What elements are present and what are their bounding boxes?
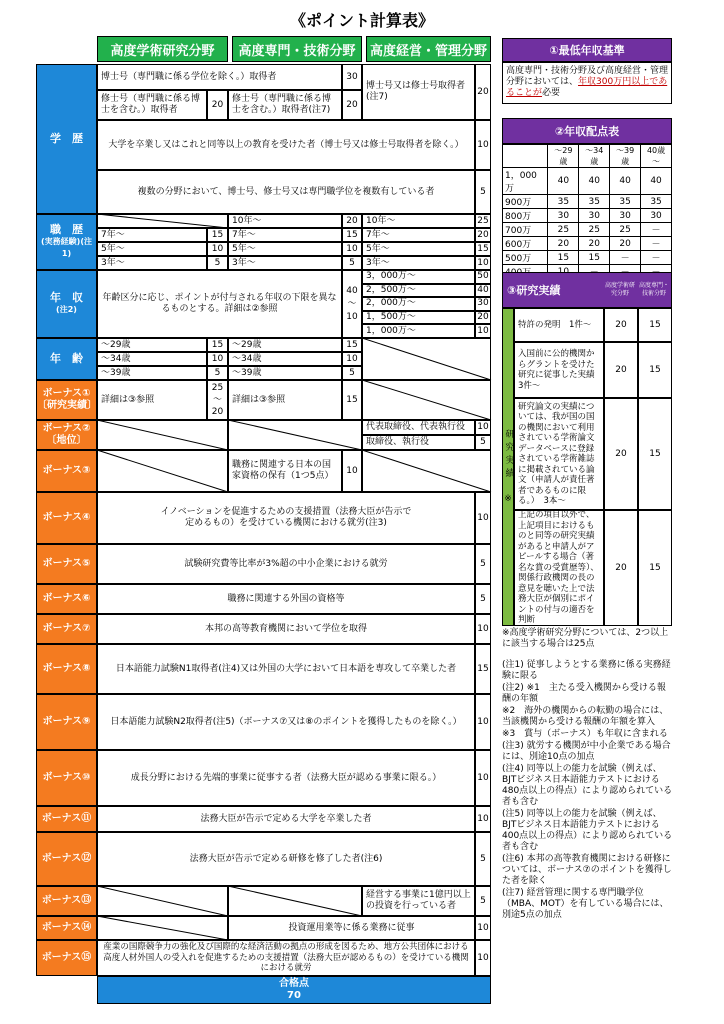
- bonus3-management-diagonal: [362, 450, 491, 492]
- bonus2-row2-pts: 5: [475, 435, 491, 450]
- bonus8-text: 日本語能力試験N1取得者(注4)又は外国の大学において日本語を専攻して卒業した者: [97, 644, 475, 694]
- bonus15-text: 産業の国際競争力の強化及び国際的な経済活動の拠点の形成を図るため、地方公共団体における高度人材外国人の受入れを促進するための支援措置（法務大臣が認めるもの）を受けている機関における就労: [97, 940, 475, 976]
- bonus7-text: 本邦の高等教育機関において学位を取得: [97, 614, 475, 644]
- edu-mgmt-pts: 20: [475, 64, 491, 120]
- income-pts: 40 ～ 10: [342, 270, 362, 338]
- category-age: 年 齢: [36, 338, 97, 380]
- income-management-row-pts: 50: [475, 270, 491, 284]
- bonus2-row2-text: 取締役、執行役: [362, 435, 475, 450]
- income-table-row: [503, 251, 672, 265]
- income-table-col-header: ～39歳: [610, 145, 641, 168]
- bonus5-text: 試験研究費等比率が3%超の中小企業における就労: [97, 544, 475, 584]
- career-management-row-label: 7年～: [362, 228, 475, 242]
- income-table-col-header: [503, 145, 548, 168]
- note-item: (注4) 同等以上の能力を試験（例えば、BJTビジネス日本語能力テストにおける480点以上の得点）により認められている者も含む: [502, 764, 673, 807]
- category-career: 職 歴 (実務経験)(注1): [36, 214, 97, 270]
- bonus4-text: イノベーションを促進するための支援措置（法務大臣が告示で定めるもの）を受けている機関における就労(注3): [97, 492, 475, 544]
- age-technical-row-label: ～39歳: [228, 366, 342, 380]
- bonus3-academic-diagonal: [97, 450, 228, 492]
- income-table-value: －: [641, 223, 672, 237]
- min-income-box: 高度専門・技術分野及び高度経営・管理分野においては、年収300万円以上であることが必要: [502, 62, 672, 104]
- income-table-col-header: ～29歳: [548, 145, 579, 168]
- career-academic-row-label: 5年～: [97, 242, 207, 256]
- age-academic-row-pts: 15: [207, 338, 228, 352]
- career-academic-row-label: 7年～: [97, 228, 207, 242]
- edu-hakase-pts: 30: [342, 64, 362, 90]
- note-item: (注2) ※1 主たる受入機関から受ける報酬の年額: [502, 683, 666, 704]
- income-table-value: 15: [579, 251, 610, 265]
- research-item-text: 特許の発明 1件～: [514, 308, 604, 342]
- research-item-pts-academic: 20: [604, 398, 638, 510]
- income-management-row-pts: 40: [475, 284, 491, 298]
- bonus9-text: 日本語能力試験N2取得者(注5)（ボーナス⑦又は⑧のポイントを獲得したものを除く。）: [97, 694, 475, 750]
- income-table-value: 35: [548, 195, 579, 209]
- income-table-row-label: 800万: [503, 209, 548, 223]
- income-table-row-label: 600万: [503, 237, 548, 251]
- income-table-title: ②年収配点表: [502, 118, 672, 144]
- income-table-value: 30: [548, 209, 579, 223]
- bonus7-pts: 10: [475, 614, 491, 644]
- edu-shushi-a-text: 修士号（専門職に係る博士を含む。）取得者: [97, 90, 207, 120]
- research-vertical-label: 研究実績 ※: [502, 308, 514, 626]
- career-academic-row-label: 3年～: [97, 256, 207, 270]
- income-table-value: 20: [548, 237, 579, 251]
- age-academic-row-pts: 5: [207, 366, 228, 380]
- income-table-value: 25: [610, 223, 641, 237]
- income-table-value: 40: [641, 168, 672, 195]
- income-note: 年齢区分に応じ、ポイントが付与される年収の下限を異なるものとする。詳細は②参照: [97, 270, 342, 338]
- income-table-value: 30: [610, 209, 641, 223]
- income-table-value: 20: [610, 237, 641, 251]
- career-technical-row-label: 10年～: [228, 214, 342, 228]
- career-management-row-label: 10年～: [362, 214, 475, 228]
- age-management-diagonal: [362, 338, 491, 380]
- bonus14-academic-diagonal: [97, 916, 228, 940]
- career-management-row-label: 3年～: [362, 256, 475, 270]
- income-table-value: 20: [579, 237, 610, 251]
- edu-univ-text: 大学を卒業し又はこれと同等以上の教育を受けた者（博士号又は修士号取得者を除く。）: [97, 120, 475, 170]
- note-item: (注3) 就労する機関が中小企業である場合には、別途10点の加点: [502, 741, 671, 762]
- career-technical-row-label: 5年～: [228, 242, 342, 256]
- age-technical-row-pts: 5: [342, 366, 362, 380]
- income-table-value: －: [610, 251, 641, 265]
- header-management: 高度経営・管理分野: [366, 36, 491, 62]
- note-item: ※2 海外の機関からの転勤の場合には、当該機関から受ける報酬の年額を算入: [502, 706, 669, 727]
- edu-shushi-b-pts: 20: [342, 90, 362, 120]
- income-table-row: [503, 237, 672, 251]
- bonus8-pts: 15: [475, 644, 491, 694]
- career-technical-row-pts: 20: [342, 214, 362, 228]
- category-bonus-11: ボーナス⑪: [36, 806, 97, 832]
- age-academic-row-label: ～29歳: [97, 338, 207, 352]
- career-technical-row-label: 3年～: [228, 256, 342, 270]
- min-income-title: ①最低年収基準: [502, 38, 672, 62]
- bonus1-management-diagonal: [362, 380, 491, 420]
- page-title: 《ポイント計算表》: [289, 11, 434, 30]
- career-academic-row-pts: 10: [207, 242, 228, 256]
- research-col-technical: 高度専門・技術分野: [638, 282, 669, 297]
- bonus9-pts: 10: [475, 694, 491, 750]
- pass-score-label: 合格点: [279, 978, 309, 989]
- category-bonus-4: ボーナス④: [36, 492, 97, 544]
- category-bonus-5: ボーナス⑤: [36, 544, 97, 584]
- note-item: (注5) 同等以上の能力を試験（例えば、BJTビジネス日本語能力テストにおける400点以上の得点）により認められている者も含む: [502, 809, 673, 852]
- career-academic-row-pts: 5: [207, 256, 228, 270]
- bonus13-technical-diagonal: [228, 886, 362, 916]
- bonus10-pts: 10: [475, 750, 491, 806]
- bonus6-text: 職務に関連する外国の資格等: [97, 584, 475, 614]
- career-management-row-label: 5年～: [362, 242, 475, 256]
- income-table-value: 30: [641, 209, 672, 223]
- note-item: ※3 賞与（ボーナス）も年収に含まれる: [502, 729, 668, 739]
- category-bonus-10: ボーナス⑩: [36, 750, 97, 806]
- edu-hakase-text: 博士号（専門職に係る学位を除く。）取得者: [97, 64, 342, 90]
- career-management-row-pts: 25: [475, 214, 491, 228]
- bonus2-row1-text: 代表取締役、代表執行役: [362, 420, 475, 435]
- bonus12-text: 法務大臣が告示で定める研修を修了した者(注6): [97, 832, 475, 886]
- research-title: ③研究実績: [507, 284, 561, 297]
- category-bonus-3: ボーナス③: [36, 450, 97, 492]
- category-bonus-2: ボーナス② 〔地位〕: [36, 420, 97, 450]
- income-table-value: 35: [579, 195, 610, 209]
- income-management-row-pts: 30: [475, 297, 491, 311]
- income-table-value: 35: [641, 195, 672, 209]
- income-management-row-pts: 20: [475, 311, 491, 325]
- header-academic: 高度学術研究分野: [97, 36, 228, 62]
- category-bonus-1: ボーナス① 〔研究実績〕: [36, 380, 97, 420]
- research-title-cell: [502, 272, 672, 308]
- note-item: (注1) 従事しようとする業務に係る実務経験に限る: [502, 660, 671, 681]
- category-bonus-15: ボーナス⑮: [36, 940, 97, 976]
- pass-score-value: 70: [287, 990, 301, 1001]
- bonus14-pts: 10: [475, 916, 491, 940]
- category-bonus-12: ボーナス⑫: [36, 832, 97, 886]
- career-technical-row-pts: 5: [342, 256, 362, 270]
- career-academic-diagonal: [97, 214, 228, 228]
- income-table-value: 40: [548, 168, 579, 195]
- income-table-value: 35: [610, 195, 641, 209]
- bonus10-text: 成長分野における先端的事業に従事する者（法務大臣が認める事業に限る。）: [97, 750, 475, 806]
- age-technical-row-pts: 10: [342, 352, 362, 366]
- income-table-header: [503, 145, 672, 168]
- research-item-pts-technical: 15: [638, 342, 672, 398]
- category-income: 年 収 (注2): [36, 270, 97, 338]
- category-bonus-9: ボーナス⑨: [36, 694, 97, 750]
- career-academic-row-pts: 15: [207, 228, 228, 242]
- bonus3-text: 職務に関連する日本の国家資格の保有（1つ5点）: [228, 450, 342, 492]
- research-item-pts-technical: 15: [638, 308, 672, 342]
- age-technical-row-pts: 15: [342, 338, 362, 352]
- income-table-col-header: ～34歳: [579, 145, 610, 168]
- research-note: ※高度学術研究分野については、2つ以上に該当する場合は25点: [502, 628, 669, 649]
- income-management-row-label: 1，000万～: [362, 324, 475, 338]
- income-table-value: 40: [610, 168, 641, 195]
- income-table-row: [503, 223, 672, 237]
- bonus4-pts: 10: [475, 492, 491, 544]
- income-table-value: 40: [579, 168, 610, 195]
- income-table-value: －: [641, 237, 672, 251]
- income-table-value: 15: [548, 251, 579, 265]
- income-table-value: －: [641, 251, 672, 265]
- age-technical-row-label: ～34歳: [228, 352, 342, 366]
- research-item-pts-technical: 15: [638, 398, 672, 510]
- research-item-pts-academic: 20: [604, 342, 638, 398]
- bonus6-pts: 5: [475, 584, 491, 614]
- bonus2-row1-pts: 10: [475, 420, 491, 435]
- bonus5-pts: 5: [475, 544, 491, 584]
- income-table-row-label: 1，000万: [503, 168, 548, 195]
- bonus14-text: 投資運用業等に係る業務に従事: [228, 916, 475, 940]
- income-table-row-label: 500万: [503, 251, 548, 265]
- income-table-value: 25: [579, 223, 610, 237]
- research-item-pts-academic: 20: [604, 308, 638, 342]
- career-management-row-pts: 20: [475, 228, 491, 242]
- category-bonus-14: ボーナス⑭: [36, 916, 97, 940]
- bonus1-text-technical: 詳細は③参照: [228, 380, 342, 420]
- pass-score: [97, 976, 491, 1004]
- bonus13-academic-diagonal: [97, 886, 228, 916]
- edu-mgmt-text: 博士号又は修士号取得者(注7): [362, 64, 475, 120]
- bonus13-text: 経営する事業に1億円以上の投資を行っている者: [362, 886, 475, 916]
- income-points-table: [502, 144, 672, 279]
- bonus3-pts: 10: [342, 450, 362, 492]
- age-technical-row-label: ～29歳: [228, 338, 342, 352]
- category-bonus-13: ボーナス⑬: [36, 886, 97, 916]
- notes-list: [502, 660, 674, 922]
- research-item-text: 入国前に公的機関からグラントを受けた研究に従事した実績 3件～: [514, 342, 604, 398]
- income-management-row-label: 2，000万～: [362, 297, 475, 311]
- age-academic-row-pts: 10: [207, 352, 228, 366]
- edu-multi-text: 複数の分野において、博士号、修士号又は専門職学位を複数有している者: [97, 170, 475, 214]
- research-item-text: 研究論文の実績については、我が国の国の機関において利用されている学術論文データベースに登録されている学術雑誌に掲載されている論文（申請人が責任著者であるものに限る。） 3本～: [514, 398, 604, 510]
- category-education: 学 歴: [36, 64, 97, 214]
- career-management-row-pts: 10: [475, 256, 491, 270]
- age-academic-row-label: ～39歳: [97, 366, 207, 380]
- career-technical-row-pts: 15: [342, 228, 362, 242]
- bonus1-text-academic: 詳細は③参照: [97, 380, 207, 420]
- career-technical-row-pts: 10: [342, 242, 362, 256]
- income-management-row-pts: 10: [475, 324, 491, 338]
- bonus13-pts: 5: [475, 886, 491, 916]
- category-bonus-7: ボーナス⑦: [36, 614, 97, 644]
- career-management-row-pts: 15: [475, 242, 491, 256]
- research-item-pts-academic: 20: [604, 510, 638, 626]
- research-item-text: 上記の項目以外で、上記項目におけるものと同等の研究実績があると申請人がアピールする場合（著名な賞の受賞歴等）、関係行政機関の長の意見を聴いた上で法務大臣が個別にポイントの付与の適否を判断: [514, 510, 604, 626]
- research-col-academic: 高度学術研究分野: [604, 282, 635, 297]
- income-management-row-label: 3，000万～: [362, 270, 475, 284]
- income-management-row-label: 2，500万～: [362, 284, 475, 298]
- income-table-row: [503, 168, 672, 195]
- bonus2-technical-diagonal: [228, 420, 362, 450]
- bonus1-pts-academic: 25 ～ 20: [207, 380, 228, 420]
- category-bonus-8: ボーナス⑧: [36, 644, 97, 694]
- income-table-value: 25: [548, 223, 579, 237]
- bonus1-pts-technical: 15: [342, 380, 362, 420]
- research-item-pts-technical: 15: [638, 510, 672, 626]
- bonus11-pts: 10: [475, 806, 491, 832]
- note-item: (注7) 経営管理に関する専門職学位（MBA、MOT）を有している場合には、別途5点の加点: [502, 888, 669, 920]
- bonus12-pts: 5: [475, 832, 491, 886]
- income-management-row-label: 1，500万～: [362, 311, 475, 325]
- income-table-row: [503, 195, 672, 209]
- income-table-row-label: 700万: [503, 223, 548, 237]
- note-item: (注6) 本邦の高等教育機関における研修については、ボーナス⑦のポイントを獲得した者を除く: [502, 854, 672, 886]
- bonus11-text: 法務大臣が告示で定める大学を卒業した者: [97, 806, 475, 832]
- category-bonus-6: ボーナス⑥: [36, 584, 97, 614]
- edu-shushi-b-text: 修士号（専門職に係る博士を含む。）取得者(注7): [228, 90, 342, 120]
- income-table-row-label: 900万: [503, 195, 548, 209]
- edu-multi-pts: 5: [475, 170, 491, 214]
- income-table-col-header: 40歳～: [641, 145, 672, 168]
- income-table-row: [503, 209, 672, 223]
- edu-shushi-a-pts: 20: [207, 90, 228, 120]
- age-academic-row-label: ～34歳: [97, 352, 207, 366]
- header-technical: 高度専門・技術分野: [232, 36, 362, 62]
- income-table-value: 30: [579, 209, 610, 223]
- bonus2-academic-diagonal: [97, 420, 228, 450]
- bonus15-pts: 10: [475, 940, 491, 976]
- edu-univ-pts: 10: [475, 120, 491, 170]
- career-technical-row-label: 7年～: [228, 228, 342, 242]
